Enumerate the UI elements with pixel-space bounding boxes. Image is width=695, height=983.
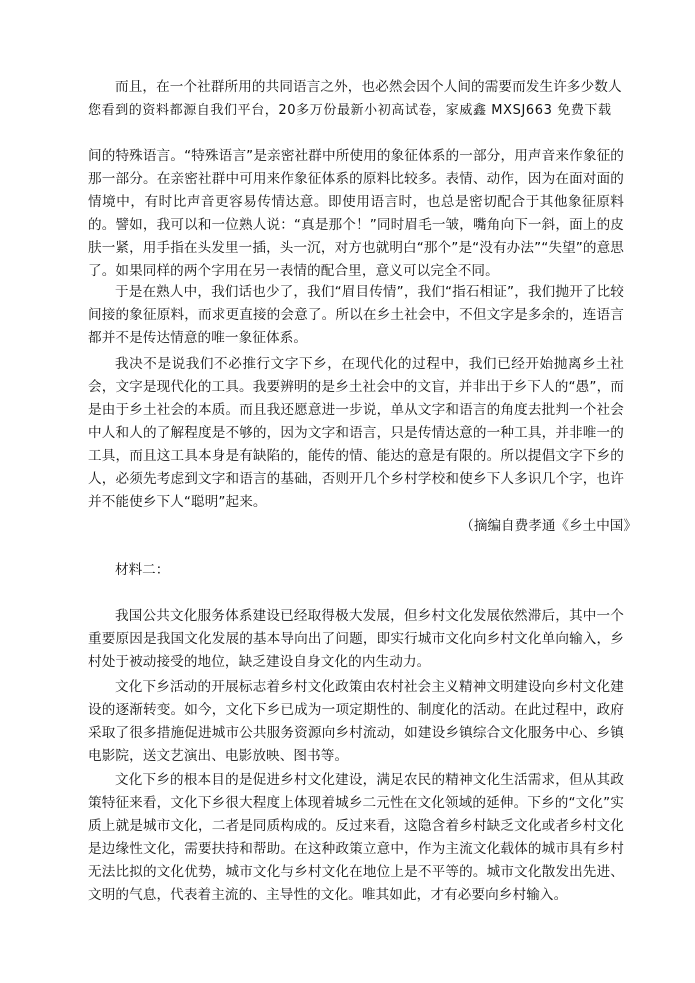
paragraph-2: 于是在熟人中，我们话也少了，我们“眉目传情”，我们“指石相证”，我们抛开了比较间接的象征原料，而求更直接的会意了。所以在乡土社会中，不但文字是多余的，连语言都并不是传达情意的唯一象征体系。 <box>88 284 624 346</box>
paragraph-4: 我国公共文化服务体系建设已经取得极大发展，但乡村文化发展依然滞后，其中一个重要原因是我国文化发展的基本导向出了问题，即实行城市文化向乡村文化单向输入，乡村处于被动接受的地位，缺乏建设自身文化的内生动力。 <box>88 608 624 670</box>
paragraph-1-first-line: 而且，在一个社群所用的共同语言之外，也必然会因个人间的需要而发生许多少数人 <box>115 79 622 95</box>
paragraph-3: 我决不是说我们不必推行文字下乡，在现代化的过程中，我们已经开始抛离乡土社会，文字是现代化的工具。我要辨明的是乡土社会中的文盲，并非出于乡下人的“愚”，而是由于乡土社会的本质。而且我还愿意进一步说，单从文字和语言的角度去批判一个社会中人和人的了解程度是不够的，因为文字和语言，只是传情达意的一种工具，并非唯一的工具，而且这工具本身是有缺陷的，能传的情、能达的意是有限的。所以提倡文字下乡的人，必须先考虑到文字和语言的基础，否则开几个乡村学校和使乡下人多识几个字，也许并不能使乡下人“聪明”起来。 <box>88 356 624 510</box>
paragraph-1-body: 间的特殊语言。“特殊语言”是亲密社群中所使用的象征体系的一部分，用声音来作象征的那一部分。在亲密社群中可用来作象征体系的原料比较多。表情、动作，因为在面对面的情境中，有时比声音更容易传情达意。即使用语言时，也总是密切配合于其他象征原料的。譬如，我可以和一位熟人说：“真是那个！”同时眉毛一皱，嘴角向下一斜，面上的皮肤一紧，用手指在头发里一插，头一沉，对方也就明白“那个”是“没有办法”“失望”的意思了。如果同样的两个字用在另一表情的配合里，意义可以完全不同。 <box>88 148 624 279</box>
material-2-label: 材料二： <box>115 562 170 578</box>
promo-banner-text: 您看到的资料都源自我们平台，20多万份最新小初高试卷，家威鑫 MXSJ663 免费下载 <box>88 103 612 118</box>
paragraph-6: 文化下乡的根本目的是促进乡村文化建设，满足农民的精神文化生活需求，但从其政策特征来看，文化下乡很大程度上体现着城乡二元性在文化领域的延伸。下乡的“文化”实质上就是城市文化，二者是同质构成的。反过来看，这隐含着乡村缺乏文化或者乡村文化是边缘性文化，需要扶持和帮助。在这种政策立意中，作为主流文化载体的城市具有乡村无法比拟的文化优势，城市文化与乡村文化在地位上是不平等的。城市文化散发出先进、文明的气息，代表着主流的、主导性的文化。唯其如此，才有必要向乡村输入。 <box>88 772 624 903</box>
source-citation: （摘编自费孝通《乡土中国》 <box>460 518 637 534</box>
paragraph-5: 文化下乡活动的开展标志着乡村文化政策由农村社会主义精神文明建设向乡村文化建设的逐渐转变。如今，文化下乡已成为一项定期性的、制度化的活动。在此过程中，政府采取了很多措施促进城市公共服务资源向乡村流动，如建设乡镇综合文化服务中心、乡镇电影院，送文艺演出、电影放映、图书等。 <box>88 679 624 764</box>
